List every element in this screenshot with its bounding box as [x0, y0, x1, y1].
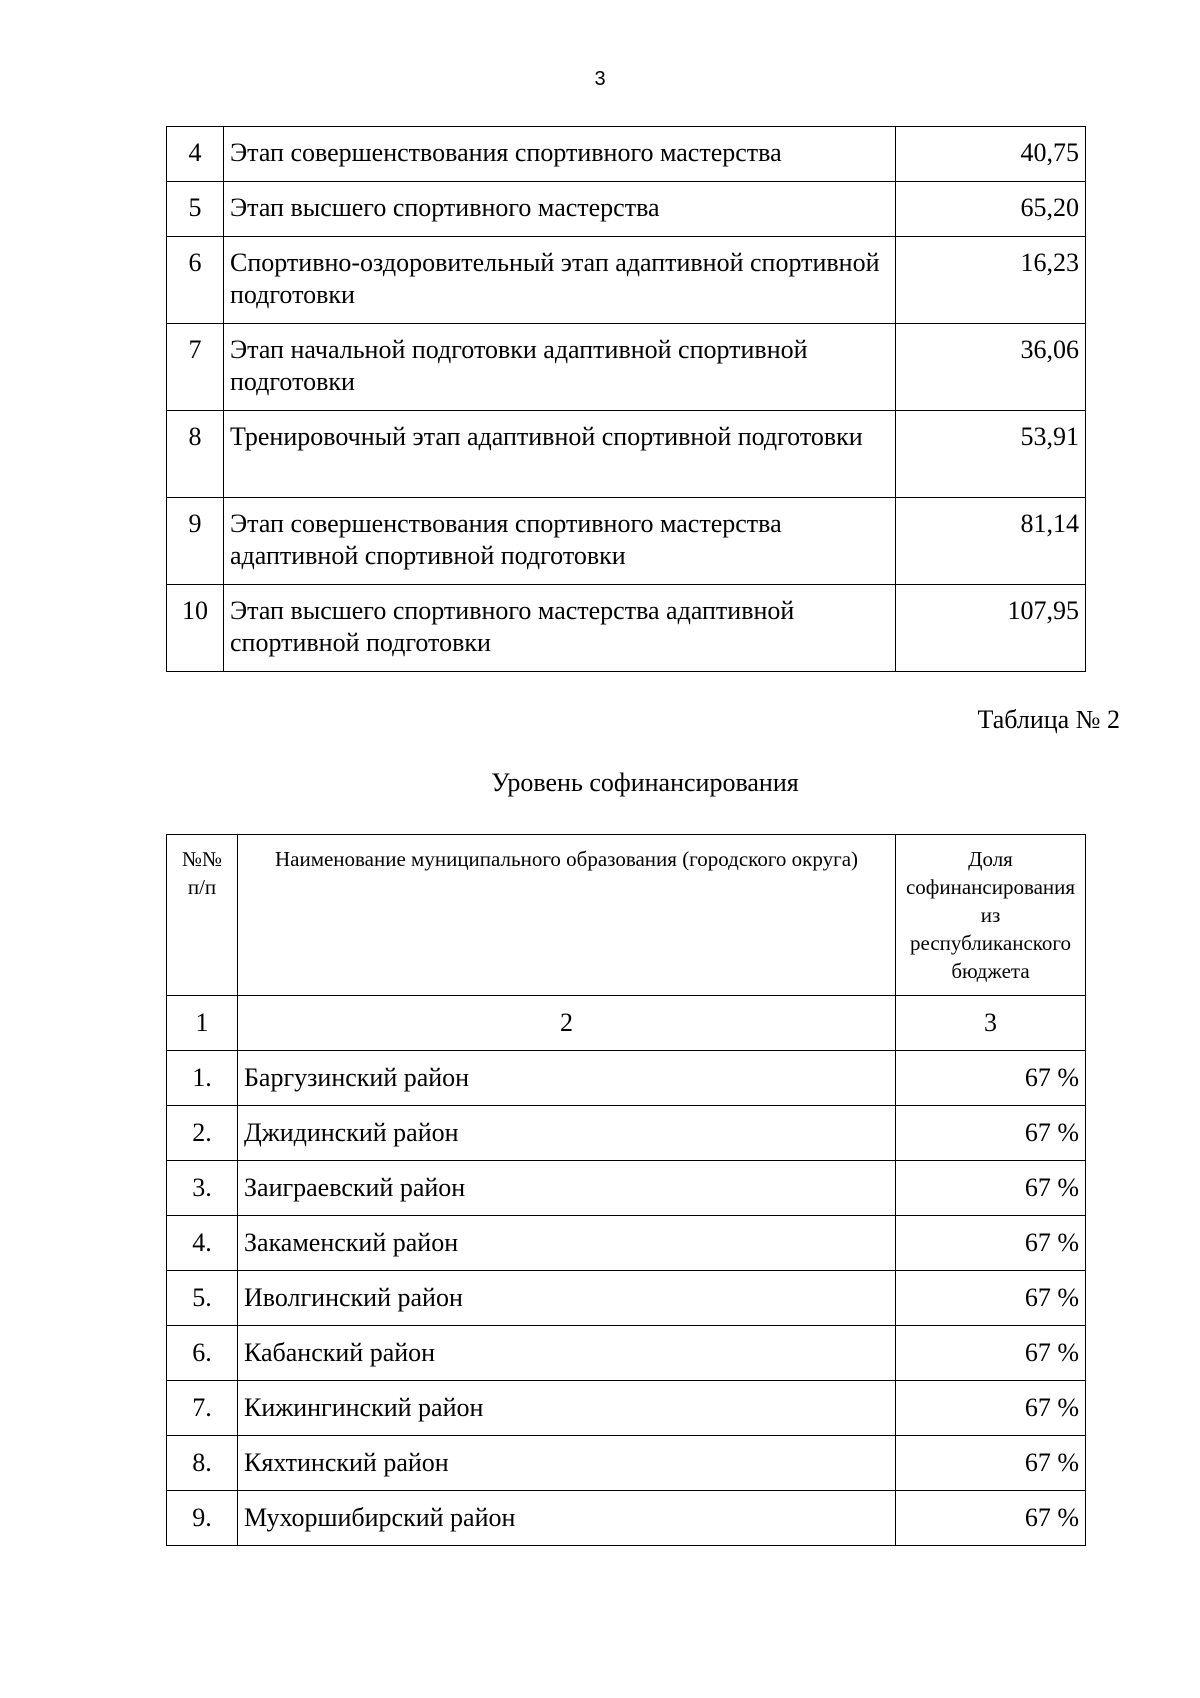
- share-value: 67 %: [896, 1106, 1086, 1161]
- stage-name: Спортивно-оздоровительный этап адаптивной спортивной подготовки: [224, 237, 896, 324]
- header-row: [167, 835, 1086, 996]
- row-number: 8: [167, 411, 224, 498]
- row-number: 4: [167, 127, 224, 182]
- table-row: [167, 324, 1086, 411]
- table-row: [167, 1271, 1086, 1326]
- stage-value: 16,23: [896, 237, 1086, 324]
- stage-value: 81,14: [896, 498, 1086, 585]
- stage-name: Этап совершенствования спортивного мастерства адаптивной спортивной подготовки: [224, 498, 896, 585]
- table-row: [167, 182, 1086, 237]
- stage-value: 65,20: [896, 182, 1086, 237]
- training-stages-table: [166, 126, 1086, 672]
- stage-name: Этап начальной подготовки адаптивной спортивной подготовки: [224, 324, 896, 411]
- table-row: [167, 1326, 1086, 1381]
- row-number: 2.: [167, 1106, 238, 1161]
- table-row: [167, 1106, 1086, 1161]
- row-number: 9: [167, 498, 224, 585]
- table-label: Таблица № 2: [977, 705, 1120, 734]
- table-row: [167, 498, 1086, 585]
- stage-name: Этап высшего спортивного мастерства адаптивной спортивной подготовки: [224, 585, 896, 672]
- row-number: 9.: [167, 1491, 238, 1546]
- row-number: 7.: [167, 1381, 238, 1436]
- table-row: [167, 237, 1086, 324]
- municipality-name: Мухоршибирский район: [238, 1491, 896, 1546]
- column-index: 2: [238, 996, 896, 1051]
- table-row: [167, 1436, 1086, 1491]
- table-row: [167, 411, 1086, 498]
- municipality-name: Заиграевский район: [238, 1161, 896, 1216]
- municipality-name: Кяхтинский район: [238, 1436, 896, 1491]
- row-number: 8.: [167, 1436, 238, 1491]
- municipality-name: Закаменский район: [238, 1216, 896, 1271]
- stage-value: 107,95: [896, 585, 1086, 672]
- share-value: 67 %: [896, 1271, 1086, 1326]
- cofinancing-table: [166, 834, 1086, 1546]
- row-number: 7: [167, 324, 224, 411]
- stage-value: 40,75: [896, 127, 1086, 182]
- header-municipality: Наименование муниципального образования (городского округа): [238, 835, 896, 996]
- row-number: 3.: [167, 1161, 238, 1216]
- column-index: 1: [167, 996, 238, 1051]
- row-number: 5: [167, 182, 224, 237]
- stage-value: 53,91: [896, 411, 1086, 498]
- table-row: [167, 1381, 1086, 1436]
- table-row: [167, 1051, 1086, 1106]
- table-row: [167, 1161, 1086, 1216]
- stage-value: 36,06: [896, 324, 1086, 411]
- column-index-row: [167, 996, 1086, 1051]
- page-number: 3: [594, 68, 606, 90]
- header-number: №№ п/п: [167, 835, 238, 996]
- stage-name: Тренировочный этап адаптивной спортивной подготовки: [224, 411, 896, 498]
- municipality-name: Баргузинский район: [238, 1051, 896, 1106]
- row-number: 4.: [167, 1216, 238, 1271]
- table-row: [167, 1491, 1086, 1546]
- municipality-name: Джидинский район: [238, 1106, 896, 1161]
- row-number: 5.: [167, 1271, 238, 1326]
- table-row: [167, 1216, 1086, 1271]
- share-value: 67 %: [896, 1491, 1086, 1546]
- column-index: 3: [896, 996, 1086, 1051]
- table-row: [167, 585, 1086, 672]
- municipality-name: Кижингинский район: [238, 1381, 896, 1436]
- table-title: Уровень софинансирования: [491, 768, 799, 797]
- stage-name: Этап высшего спортивного мастерства: [224, 182, 896, 237]
- row-number: 10: [167, 585, 224, 672]
- row-number: 6.: [167, 1326, 238, 1381]
- municipality-name: Иволгинский район: [238, 1271, 896, 1326]
- header-share: Доля софинансирования из республиканского бюджета: [896, 835, 1086, 996]
- row-number: 6: [167, 237, 224, 324]
- share-value: 67 %: [896, 1161, 1086, 1216]
- table-row: [167, 127, 1086, 182]
- share-value: 67 %: [896, 1436, 1086, 1491]
- row-number: 1.: [167, 1051, 238, 1106]
- share-value: 67 %: [896, 1216, 1086, 1271]
- municipality-name: Кабанский район: [238, 1326, 896, 1381]
- share-value: 67 %: [896, 1326, 1086, 1381]
- share-value: 67 %: [896, 1381, 1086, 1436]
- share-value: 67 %: [896, 1051, 1086, 1106]
- stage-name: Этап совершенствования спортивного мастерства: [224, 127, 896, 182]
